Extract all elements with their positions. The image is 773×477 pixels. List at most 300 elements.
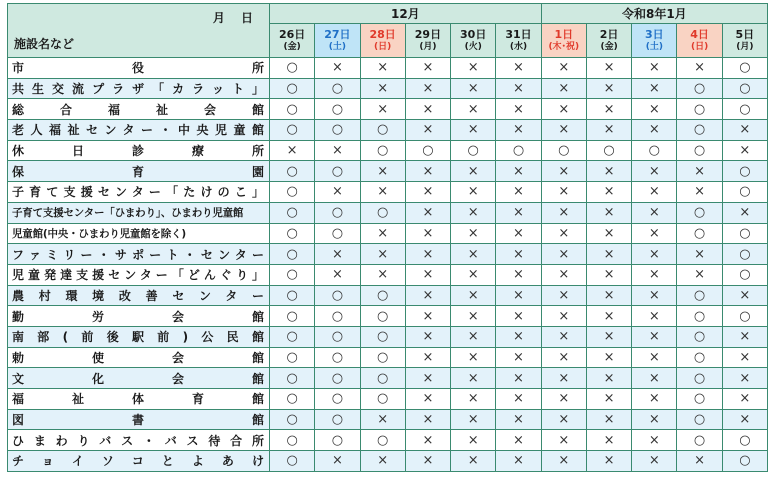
open-mark-cell: ○ xyxy=(360,368,405,389)
closed-mark-cell: × xyxy=(677,182,722,203)
open-mark-cell: ○ xyxy=(541,140,586,161)
date-header-cell xyxy=(315,24,360,58)
closed-mark-cell: × xyxy=(632,285,677,306)
closed-mark-cell: × xyxy=(586,78,631,99)
date-weekday-label: (木･祝) xyxy=(548,41,580,52)
closed-mark-cell: × xyxy=(405,120,450,141)
closed-mark-cell: × xyxy=(405,430,450,451)
closed-mark-cell: × xyxy=(722,368,767,389)
closed-mark-cell: × xyxy=(632,202,677,223)
date-header-cell xyxy=(677,24,722,58)
closed-mark-cell: × xyxy=(451,451,496,472)
open-mark-cell: ○ xyxy=(722,244,767,265)
closed-mark-cell: × xyxy=(405,451,450,472)
closed-mark-cell: × xyxy=(541,389,586,410)
open-mark-cell: ○ xyxy=(270,368,315,389)
open-mark-cell: ○ xyxy=(451,140,496,161)
table-row xyxy=(8,182,768,203)
open-mark-cell: ○ xyxy=(270,264,315,285)
closed-mark-cell: × xyxy=(632,347,677,368)
closed-mark-cell: × xyxy=(315,264,360,285)
closed-mark-cell: × xyxy=(451,389,496,410)
closed-mark-cell: × xyxy=(541,120,586,141)
closed-mark-cell: × xyxy=(586,368,631,389)
closed-mark-cell: × xyxy=(451,285,496,306)
closed-mark-cell: × xyxy=(405,368,450,389)
closed-mark-cell: × xyxy=(315,58,360,79)
open-mark-cell: ○ xyxy=(722,78,767,99)
closed-mark-cell: × xyxy=(405,306,450,327)
month-day-label: 月 日 xyxy=(212,11,259,25)
closed-mark-cell: × xyxy=(405,409,450,430)
open-mark-cell: ○ xyxy=(632,140,677,161)
open-mark-cell: ○ xyxy=(270,202,315,223)
month-header-december: 12月 xyxy=(270,4,542,24)
open-mark-cell: ○ xyxy=(315,368,360,389)
closed-mark-cell: × xyxy=(405,285,450,306)
date-header-cell xyxy=(541,24,586,58)
closed-mark-cell: × xyxy=(496,223,541,244)
open-mark-cell: ○ xyxy=(677,99,722,120)
closed-mark-cell: × xyxy=(722,409,767,430)
open-mark-cell: ○ xyxy=(677,78,722,99)
open-mark-cell: ○ xyxy=(270,223,315,244)
closed-mark-cell: × xyxy=(315,244,360,265)
closed-mark-cell: × xyxy=(360,223,405,244)
closed-mark-cell: × xyxy=(541,451,586,472)
date-header-cell xyxy=(722,24,767,58)
open-mark-cell: ○ xyxy=(315,223,360,244)
closed-mark-cell: × xyxy=(451,78,496,99)
closed-mark-cell: × xyxy=(405,326,450,347)
facility-name-cell: ファミリー・サポート・センター xyxy=(8,244,270,265)
closed-mark-cell: × xyxy=(496,430,541,451)
closed-mark-cell: × xyxy=(586,264,631,285)
closed-mark-cell: × xyxy=(677,58,722,79)
open-mark-cell: ○ xyxy=(270,120,315,141)
facility-name-cell: 児童館(中央・ひまわり児童館を除く) xyxy=(8,223,270,244)
open-mark-cell: ○ xyxy=(722,223,767,244)
table-row xyxy=(8,264,768,285)
closed-mark-cell: × xyxy=(586,202,631,223)
facility-name-cell: 休日診療所 xyxy=(8,140,270,161)
open-mark-cell: ○ xyxy=(677,430,722,451)
closed-mark-cell: × xyxy=(541,58,586,79)
open-mark-cell: ○ xyxy=(360,347,405,368)
facility-name-cell: 図書館 xyxy=(8,409,270,430)
closed-mark-cell: × xyxy=(586,99,631,120)
closed-mark-cell: × xyxy=(677,451,722,472)
closed-mark-cell: × xyxy=(405,58,450,79)
date-day-label: 29日 xyxy=(414,27,442,41)
month-header-row xyxy=(8,4,768,24)
closed-mark-cell: × xyxy=(586,223,631,244)
closed-mark-cell: × xyxy=(451,306,496,327)
facility-name-cell: 南部(前後駅前)公民館 xyxy=(8,326,270,347)
closed-mark-cell: × xyxy=(405,182,450,203)
closed-mark-cell: × xyxy=(541,244,586,265)
date-day-label: 3日 xyxy=(645,27,664,41)
date-weekday-label: (日) xyxy=(690,41,709,52)
table-row xyxy=(8,161,768,182)
closed-mark-cell: × xyxy=(586,120,631,141)
facility-name-cell: ひまわりバス・バス待合所 xyxy=(8,430,270,451)
closed-mark-cell: × xyxy=(405,78,450,99)
table-row xyxy=(8,368,768,389)
open-mark-cell: ○ xyxy=(270,306,315,327)
date-header-cell xyxy=(496,24,541,58)
closed-mark-cell: × xyxy=(632,306,677,327)
closed-mark-cell: × xyxy=(541,202,586,223)
closed-mark-cell: × xyxy=(541,430,586,451)
open-mark-cell: ○ xyxy=(270,326,315,347)
table-row xyxy=(8,409,768,430)
closed-mark-cell: × xyxy=(586,409,631,430)
facility-name-cell: 子育て支援センター「ひまわり」、ひまわり児童館 xyxy=(8,202,270,223)
closed-mark-cell: × xyxy=(496,244,541,265)
closed-mark-cell: × xyxy=(496,161,541,182)
date-weekday-label: (金) xyxy=(600,41,618,52)
closed-mark-cell: × xyxy=(722,120,767,141)
open-mark-cell: ○ xyxy=(270,285,315,306)
open-mark-cell: ○ xyxy=(270,99,315,120)
closed-mark-cell: × xyxy=(451,409,496,430)
table-row xyxy=(8,202,768,223)
open-mark-cell: ○ xyxy=(677,285,722,306)
date-day-label: 5日 xyxy=(735,27,755,41)
closed-mark-cell: × xyxy=(270,140,315,161)
table-row xyxy=(8,58,768,79)
closed-mark-cell: × xyxy=(451,99,496,120)
open-mark-cell: ○ xyxy=(722,451,767,472)
closed-mark-cell: × xyxy=(722,202,767,223)
facility-name-cell: 子育て支援センター「たけのこ」 xyxy=(8,182,270,203)
open-mark-cell: ○ xyxy=(722,161,767,182)
closed-mark-cell: × xyxy=(496,120,541,141)
closed-mark-cell: × xyxy=(632,451,677,472)
closed-mark-cell: × xyxy=(496,202,541,223)
open-mark-cell: ○ xyxy=(677,306,722,327)
open-mark-cell: ○ xyxy=(270,389,315,410)
open-mark-cell: ○ xyxy=(722,264,767,285)
closed-mark-cell: × xyxy=(632,120,677,141)
table-row xyxy=(8,120,768,141)
closed-mark-cell: × xyxy=(632,182,677,203)
closed-mark-cell: × xyxy=(632,78,677,99)
closed-mark-cell: × xyxy=(722,347,767,368)
closed-mark-cell: × xyxy=(360,99,405,120)
open-mark-cell: ○ xyxy=(315,430,360,451)
facility-name-cell: 総合福祉会館 xyxy=(8,99,270,120)
closed-mark-cell: × xyxy=(451,58,496,79)
closed-mark-cell: × xyxy=(496,347,541,368)
closed-mark-cell: × xyxy=(541,182,586,203)
closed-mark-cell: × xyxy=(586,161,631,182)
date-day-label: 28日 xyxy=(369,27,396,41)
date-weekday-label: (火) xyxy=(464,41,482,52)
date-weekday-label: (月) xyxy=(419,41,437,52)
closed-mark-cell: × xyxy=(541,285,586,306)
open-mark-cell: ○ xyxy=(360,306,405,327)
closed-mark-cell: × xyxy=(722,389,767,410)
closed-mark-cell: × xyxy=(405,99,450,120)
open-mark-cell: ○ xyxy=(360,285,405,306)
date-day-label: 27日 xyxy=(324,27,351,41)
closed-mark-cell: × xyxy=(405,202,450,223)
open-mark-cell: ○ xyxy=(315,78,360,99)
open-mark-cell: ○ xyxy=(270,409,315,430)
closed-mark-cell: × xyxy=(541,264,586,285)
closed-mark-cell: × xyxy=(677,244,722,265)
closed-mark-cell: × xyxy=(541,326,586,347)
closed-mark-cell: × xyxy=(632,389,677,410)
closed-mark-cell: × xyxy=(632,430,677,451)
closed-mark-cell: × xyxy=(586,451,631,472)
facility-name-cell: 共生交流プラザ「カラット」 xyxy=(8,78,270,99)
closed-mark-cell: × xyxy=(496,389,541,410)
closed-mark-cell: × xyxy=(541,223,586,244)
open-mark-cell: ○ xyxy=(677,140,722,161)
open-mark-cell: ○ xyxy=(315,120,360,141)
open-mark-cell: ○ xyxy=(360,202,405,223)
closed-mark-cell: × xyxy=(586,285,631,306)
date-weekday-label: (水) xyxy=(509,41,528,52)
closed-mark-cell: × xyxy=(496,306,541,327)
closed-mark-cell: × xyxy=(496,409,541,430)
open-mark-cell: ○ xyxy=(360,389,405,410)
closed-mark-cell: × xyxy=(360,58,405,79)
closed-mark-cell: × xyxy=(586,58,631,79)
closed-mark-cell: × xyxy=(360,409,405,430)
date-weekday-label: (日) xyxy=(374,41,392,52)
date-weekday-label: (土) xyxy=(645,41,663,52)
open-mark-cell: ○ xyxy=(677,223,722,244)
closed-mark-cell: × xyxy=(360,78,405,99)
closed-mark-cell: × xyxy=(405,244,450,265)
open-mark-cell: ○ xyxy=(360,140,405,161)
closed-mark-cell: × xyxy=(451,347,496,368)
facility-name-cell: 老人福祉センター・中央児童館 xyxy=(8,120,270,141)
closed-mark-cell: × xyxy=(632,223,677,244)
closed-mark-cell: × xyxy=(586,182,631,203)
closed-mark-cell: × xyxy=(722,326,767,347)
closed-mark-cell: × xyxy=(541,161,586,182)
closed-mark-cell: × xyxy=(451,244,496,265)
closed-mark-cell: × xyxy=(496,78,541,99)
open-mark-cell: ○ xyxy=(722,306,767,327)
closed-mark-cell: × xyxy=(541,99,586,120)
closed-mark-cell: × xyxy=(541,368,586,389)
closed-mark-cell: × xyxy=(632,244,677,265)
closed-mark-cell: × xyxy=(451,161,496,182)
facility-column-label: 施設名など xyxy=(14,37,75,51)
facility-rows xyxy=(8,58,768,472)
closed-mark-cell: × xyxy=(632,368,677,389)
table-row xyxy=(8,306,768,327)
open-mark-cell: ○ xyxy=(722,182,767,203)
closed-mark-cell: × xyxy=(360,161,405,182)
closed-mark-cell: × xyxy=(451,326,496,347)
facility-name-cell: 勤労会館 xyxy=(8,306,270,327)
closed-mark-cell: × xyxy=(541,306,586,327)
closed-mark-cell: × xyxy=(586,430,631,451)
closed-mark-cell: × xyxy=(315,182,360,203)
open-mark-cell: ○ xyxy=(315,99,360,120)
closed-mark-cell: × xyxy=(405,264,450,285)
open-mark-cell: ○ xyxy=(270,58,315,79)
open-mark-cell: ○ xyxy=(677,120,722,141)
closed-mark-cell: × xyxy=(541,78,586,99)
open-mark-cell: ○ xyxy=(360,430,405,451)
date-weekday-label: (月) xyxy=(736,41,754,52)
closed-mark-cell: × xyxy=(632,99,677,120)
open-mark-cell: ○ xyxy=(722,58,767,79)
closed-mark-cell: × xyxy=(632,326,677,347)
table-row xyxy=(8,430,768,451)
open-mark-cell: ○ xyxy=(270,347,315,368)
closed-mark-cell: × xyxy=(405,223,450,244)
facility-name-cell: チョイソコとよあけ xyxy=(8,451,270,472)
table-row xyxy=(8,78,768,99)
open-mark-cell: ○ xyxy=(496,140,541,161)
open-mark-cell: ○ xyxy=(315,347,360,368)
date-day-label: 1日 xyxy=(554,27,574,41)
date-header-cell xyxy=(360,24,405,58)
date-day-label: 4日 xyxy=(690,27,709,41)
closed-mark-cell: × xyxy=(632,58,677,79)
closed-mark-cell: × xyxy=(451,264,496,285)
closed-mark-cell: × xyxy=(496,326,541,347)
closed-mark-cell: × xyxy=(451,120,496,141)
open-mark-cell: ○ xyxy=(270,244,315,265)
closed-mark-cell: × xyxy=(451,202,496,223)
table-row xyxy=(8,244,768,265)
open-mark-cell: ○ xyxy=(315,285,360,306)
open-mark-cell: ○ xyxy=(677,326,722,347)
closed-mark-cell: × xyxy=(632,161,677,182)
open-mark-cell: ○ xyxy=(677,202,722,223)
closed-mark-cell: × xyxy=(360,264,405,285)
closed-mark-cell: × xyxy=(541,409,586,430)
open-mark-cell: ○ xyxy=(270,430,315,451)
open-mark-cell: ○ xyxy=(315,202,360,223)
date-weekday-label: (土) xyxy=(328,41,347,52)
closed-mark-cell: × xyxy=(405,389,450,410)
closed-mark-cell: × xyxy=(315,140,360,161)
closed-mark-cell: × xyxy=(451,223,496,244)
table-row xyxy=(8,326,768,347)
closed-mark-cell: × xyxy=(586,326,631,347)
table-row xyxy=(8,347,768,368)
facility-name-cell: 児童発達支援センター「どんぐり」 xyxy=(8,264,270,285)
table-row xyxy=(8,451,768,472)
closed-mark-cell: × xyxy=(722,285,767,306)
closed-mark-cell: × xyxy=(360,451,405,472)
table-row xyxy=(8,140,768,161)
closed-mark-cell: × xyxy=(451,430,496,451)
open-mark-cell: ○ xyxy=(315,389,360,410)
facility-name-cell: 福祉体育館 xyxy=(8,389,270,410)
date-header-cell xyxy=(586,24,631,58)
closed-mark-cell: × xyxy=(586,306,631,327)
facility-name-cell: 市役所 xyxy=(8,58,270,79)
date-header-cell xyxy=(270,24,315,58)
open-mark-cell: ○ xyxy=(270,182,315,203)
closed-mark-cell: × xyxy=(496,264,541,285)
open-mark-cell: ○ xyxy=(315,326,360,347)
corner-header-cell xyxy=(8,4,270,58)
open-mark-cell: ○ xyxy=(270,451,315,472)
date-day-label: 30日 xyxy=(460,27,487,41)
closed-mark-cell: × xyxy=(586,389,631,410)
month-header-january: 令和8年1月 xyxy=(541,4,767,24)
closed-mark-cell: × xyxy=(496,58,541,79)
date-weekday-label: (金) xyxy=(283,41,301,52)
open-mark-cell: ○ xyxy=(677,389,722,410)
facility-holiday-schedule-table xyxy=(7,3,768,472)
facility-name-cell: 文化会館 xyxy=(8,368,270,389)
open-mark-cell: ○ xyxy=(270,78,315,99)
open-mark-cell: ○ xyxy=(315,161,360,182)
closed-mark-cell: × xyxy=(496,368,541,389)
open-mark-cell: ○ xyxy=(315,409,360,430)
closed-mark-cell: × xyxy=(496,182,541,203)
facility-name-cell: 保育園 xyxy=(8,161,270,182)
closed-mark-cell: × xyxy=(722,140,767,161)
closed-mark-cell: × xyxy=(541,347,586,368)
open-mark-cell: ○ xyxy=(315,306,360,327)
date-header-cell xyxy=(451,24,496,58)
open-mark-cell: ○ xyxy=(360,326,405,347)
open-mark-cell: ○ xyxy=(405,140,450,161)
date-day-label: 2日 xyxy=(599,27,619,41)
closed-mark-cell: × xyxy=(677,264,722,285)
closed-mark-cell: × xyxy=(496,285,541,306)
date-header-cell xyxy=(405,24,450,58)
open-mark-cell: ○ xyxy=(677,368,722,389)
date-day-label: 26日 xyxy=(278,27,306,41)
closed-mark-cell: × xyxy=(632,409,677,430)
closed-mark-cell: × xyxy=(677,161,722,182)
open-mark-cell: ○ xyxy=(677,347,722,368)
facility-name-cell: 農村環境改善センター xyxy=(8,285,270,306)
closed-mark-cell: × xyxy=(496,451,541,472)
table-row xyxy=(8,285,768,306)
closed-mark-cell: × xyxy=(405,161,450,182)
open-mark-cell: ○ xyxy=(677,409,722,430)
closed-mark-cell: × xyxy=(360,182,405,203)
closed-mark-cell: × xyxy=(586,347,631,368)
closed-mark-cell: × xyxy=(451,368,496,389)
closed-mark-cell: × xyxy=(586,244,631,265)
closed-mark-cell: × xyxy=(315,451,360,472)
open-mark-cell: ○ xyxy=(722,99,767,120)
table-row xyxy=(8,223,768,244)
open-mark-cell: ○ xyxy=(722,430,767,451)
closed-mark-cell: × xyxy=(451,182,496,203)
table-row xyxy=(8,99,768,120)
table-row xyxy=(8,389,768,410)
facility-name-cell: 勅使会館 xyxy=(8,347,270,368)
closed-mark-cell: × xyxy=(632,264,677,285)
open-mark-cell: ○ xyxy=(586,140,631,161)
date-header-cell xyxy=(632,24,677,58)
closed-mark-cell: × xyxy=(496,99,541,120)
closed-mark-cell: × xyxy=(360,244,405,265)
open-mark-cell: ○ xyxy=(360,120,405,141)
date-day-label: 31日 xyxy=(505,27,532,41)
closed-mark-cell: × xyxy=(405,347,450,368)
